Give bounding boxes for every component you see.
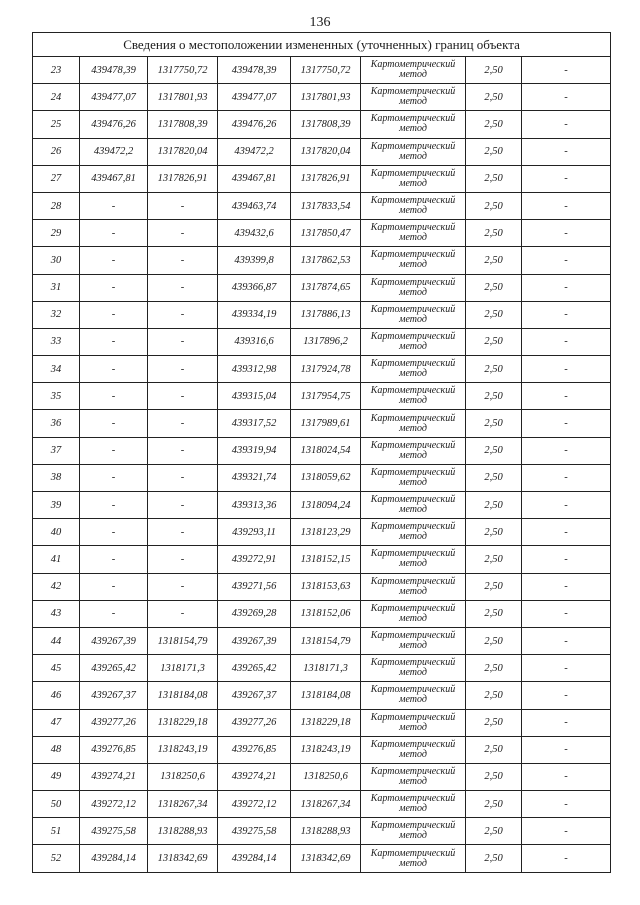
existing-y-cell: 1317820,04: [148, 138, 218, 165]
accuracy-cell: 2,50: [466, 709, 522, 736]
existing-x-cell: -: [80, 492, 148, 519]
new-x-cell: 439319,94: [218, 437, 291, 464]
table-row: [33, 437, 611, 464]
new-y-cell: 1317820,04: [291, 138, 361, 165]
existing-y-cell: 1317808,39: [148, 111, 218, 138]
new-y-cell: 1317850,47: [291, 220, 361, 247]
method-cell: Картометрический метод: [361, 600, 466, 627]
table-row: [33, 627, 611, 654]
new-y-cell: 1318250,6: [291, 763, 361, 790]
point-number-cell: 50: [33, 791, 80, 818]
table-row: [33, 600, 611, 627]
method-cell: Картометрический метод: [361, 709, 466, 736]
new-y-cell: 1318184,08: [291, 682, 361, 709]
existing-y-cell: -: [148, 573, 218, 600]
accuracy-cell: 2,50: [466, 627, 522, 654]
point-number-cell: 31: [33, 274, 80, 301]
new-y-cell: 1318267,34: [291, 791, 361, 818]
description-cell: -: [522, 437, 611, 464]
accuracy-cell: 2,50: [466, 492, 522, 519]
method-cell: Картометрический метод: [361, 301, 466, 328]
new-y-cell: 1318342,69: [291, 845, 361, 872]
existing-y-cell: -: [148, 356, 218, 383]
new-y-cell: 1318123,29: [291, 519, 361, 546]
accuracy-cell: 2,50: [466, 84, 522, 111]
existing-x-cell: 439467,81: [80, 165, 148, 192]
table-row: [33, 573, 611, 600]
existing-x-cell: -: [80, 600, 148, 627]
existing-y-cell: -: [148, 247, 218, 274]
new-x-cell: 439476,26: [218, 111, 291, 138]
point-number-cell: 51: [33, 818, 80, 845]
new-y-cell: 1317750,72: [291, 57, 361, 84]
description-cell: -: [522, 736, 611, 763]
description-cell: -: [522, 546, 611, 573]
new-x-cell: 439274,21: [218, 763, 291, 790]
description-cell: -: [522, 328, 611, 355]
new-x-cell: 439269,28: [218, 600, 291, 627]
new-x-cell: 439275,58: [218, 818, 291, 845]
existing-x-cell: 439267,39: [80, 627, 148, 654]
method-cell: Картометрический метод: [361, 791, 466, 818]
method-cell: Картометрический метод: [361, 356, 466, 383]
description-cell: -: [522, 111, 611, 138]
existing-x-cell: -: [80, 464, 148, 491]
table-row: [33, 492, 611, 519]
new-x-cell: 439334,19: [218, 301, 291, 328]
accuracy-cell: 2,50: [466, 546, 522, 573]
existing-x-cell: -: [80, 220, 148, 247]
existing-x-cell: 439274,21: [80, 763, 148, 790]
accuracy-cell: 2,50: [466, 845, 522, 872]
accuracy-cell: 2,50: [466, 220, 522, 247]
new-x-cell: 439293,11: [218, 519, 291, 546]
description-cell: -: [522, 410, 611, 437]
existing-y-cell: -: [148, 519, 218, 546]
table-row: [33, 84, 611, 111]
existing-y-cell: 1317750,72: [148, 57, 218, 84]
accuracy-cell: 2,50: [466, 682, 522, 709]
new-x-cell: 439267,39: [218, 627, 291, 654]
method-cell: Картометрический метод: [361, 84, 466, 111]
accuracy-cell: 2,50: [466, 763, 522, 790]
description-cell: -: [522, 573, 611, 600]
existing-y-cell: 1318342,69: [148, 845, 218, 872]
existing-y-cell: -: [148, 464, 218, 491]
new-x-cell: 439399,8: [218, 247, 291, 274]
new-x-cell: 439272,12: [218, 791, 291, 818]
existing-y-cell: -: [148, 410, 218, 437]
new-y-cell: 1318288,93: [291, 818, 361, 845]
description-cell: -: [522, 655, 611, 682]
table-row: [33, 356, 611, 383]
point-number-cell: 46: [33, 682, 80, 709]
point-number-cell: 24: [33, 84, 80, 111]
new-y-cell: 1318152,06: [291, 600, 361, 627]
accuracy-cell: 2,50: [466, 192, 522, 219]
new-x-cell: 439366,87: [218, 274, 291, 301]
table-row: [33, 192, 611, 219]
existing-y-cell: 1318267,34: [148, 791, 218, 818]
accuracy-cell: 2,50: [466, 111, 522, 138]
accuracy-cell: 2,50: [466, 328, 522, 355]
existing-x-cell: -: [80, 437, 148, 464]
accuracy-cell: 2,50: [466, 791, 522, 818]
accuracy-cell: 2,50: [466, 301, 522, 328]
method-cell: Картометрический метод: [361, 464, 466, 491]
table-row: [33, 736, 611, 763]
new-y-cell: 1318152,15: [291, 546, 361, 573]
description-cell: -: [522, 57, 611, 84]
description-cell: -: [522, 192, 611, 219]
point-number-cell: 23: [33, 57, 80, 84]
new-x-cell: 439272,91: [218, 546, 291, 573]
new-y-cell: 1317954,75: [291, 383, 361, 410]
existing-x-cell: -: [80, 192, 148, 219]
new-y-cell: 1317833,54: [291, 192, 361, 219]
new-y-cell: 1317801,93: [291, 84, 361, 111]
new-y-cell: 1317862,53: [291, 247, 361, 274]
accuracy-cell: 2,50: [466, 247, 522, 274]
accuracy-cell: 2,50: [466, 464, 522, 491]
method-cell: Картометрический метод: [361, 492, 466, 519]
accuracy-cell: 2,50: [466, 165, 522, 192]
method-cell: Картометрический метод: [361, 247, 466, 274]
accuracy-cell: 2,50: [466, 573, 522, 600]
existing-y-cell: -: [148, 492, 218, 519]
accuracy-cell: 2,50: [466, 57, 522, 84]
new-y-cell: 1317989,61: [291, 410, 361, 437]
point-number-cell: 47: [33, 709, 80, 736]
point-number-cell: 26: [33, 138, 80, 165]
new-y-cell: 1318154,79: [291, 627, 361, 654]
new-y-cell: 1317826,91: [291, 165, 361, 192]
new-y-cell: 1318229,18: [291, 709, 361, 736]
description-cell: -: [522, 627, 611, 654]
existing-x-cell: -: [80, 274, 148, 301]
new-y-cell: 1317924,78: [291, 356, 361, 383]
description-cell: -: [522, 247, 611, 274]
existing-y-cell: 1318250,6: [148, 763, 218, 790]
accuracy-cell: 2,50: [466, 519, 522, 546]
point-number-cell: 35: [33, 383, 80, 410]
existing-x-cell: -: [80, 356, 148, 383]
accuracy-cell: 2,50: [466, 736, 522, 763]
new-y-cell: 1317808,39: [291, 111, 361, 138]
existing-y-cell: 1318229,18: [148, 709, 218, 736]
table-row: [33, 464, 611, 491]
accuracy-cell: 2,50: [466, 818, 522, 845]
existing-y-cell: 1318171,3: [148, 655, 218, 682]
method-cell: Картометрический метод: [361, 274, 466, 301]
accuracy-cell: 2,50: [466, 356, 522, 383]
point-number-cell: 30: [33, 247, 80, 274]
method-cell: Картометрический метод: [361, 818, 466, 845]
existing-y-cell: -: [148, 383, 218, 410]
point-number-cell: 48: [33, 736, 80, 763]
new-x-cell: 439432,6: [218, 220, 291, 247]
table-row: [33, 57, 611, 84]
description-cell: -: [522, 600, 611, 627]
method-cell: Картометрический метод: [361, 573, 466, 600]
existing-x-cell: -: [80, 301, 148, 328]
description-cell: -: [522, 383, 611, 410]
method-cell: Картометрический метод: [361, 845, 466, 872]
table-row: [33, 165, 611, 192]
table-row: [33, 383, 611, 410]
method-cell: Картометрический метод: [361, 410, 466, 437]
existing-x-cell: -: [80, 410, 148, 437]
point-number-cell: 43: [33, 600, 80, 627]
table-row: [33, 410, 611, 437]
accuracy-cell: 2,50: [466, 600, 522, 627]
new-x-cell: 439276,85: [218, 736, 291, 763]
new-x-cell: 439277,26: [218, 709, 291, 736]
existing-y-cell: 1318154,79: [148, 627, 218, 654]
existing-y-cell: -: [148, 192, 218, 219]
point-number-cell: 38: [33, 464, 80, 491]
new-x-cell: 439271,56: [218, 573, 291, 600]
accuracy-cell: 2,50: [466, 138, 522, 165]
existing-x-cell: 439276,85: [80, 736, 148, 763]
description-cell: -: [522, 845, 611, 872]
point-number-cell: 29: [33, 220, 80, 247]
description-cell: -: [522, 84, 611, 111]
method-cell: Картометрический метод: [361, 655, 466, 682]
existing-y-cell: 1317801,93: [148, 84, 218, 111]
new-y-cell: 1318094,24: [291, 492, 361, 519]
existing-x-cell: 439477,07: [80, 84, 148, 111]
point-number-cell: 25: [33, 111, 80, 138]
table-row: [33, 655, 611, 682]
new-y-cell: 1318171,3: [291, 655, 361, 682]
method-cell: Картометрический метод: [361, 519, 466, 546]
point-number-cell: 33: [33, 328, 80, 355]
new-x-cell: 439313,36: [218, 492, 291, 519]
new-y-cell: 1317874,65: [291, 274, 361, 301]
description-cell: -: [522, 818, 611, 845]
new-x-cell: 439321,74: [218, 464, 291, 491]
existing-y-cell: -: [148, 274, 218, 301]
method-cell: Картометрический метод: [361, 57, 466, 84]
description-cell: -: [522, 301, 611, 328]
boundary-table: [32, 32, 611, 873]
method-cell: Картометрический метод: [361, 437, 466, 464]
accuracy-cell: 2,50: [466, 274, 522, 301]
existing-x-cell: -: [80, 247, 148, 274]
new-x-cell: 439284,14: [218, 845, 291, 872]
point-number-cell: 37: [33, 437, 80, 464]
table-row: [33, 519, 611, 546]
table-row: [33, 138, 611, 165]
table-row: [33, 818, 611, 845]
new-x-cell: 439267,37: [218, 682, 291, 709]
point-number-cell: 28: [33, 192, 80, 219]
new-x-cell: 439463,74: [218, 192, 291, 219]
new-x-cell: 439467,81: [218, 165, 291, 192]
description-cell: -: [522, 791, 611, 818]
existing-x-cell: 439275,58: [80, 818, 148, 845]
point-number-cell: 42: [33, 573, 80, 600]
existing-y-cell: -: [148, 546, 218, 573]
point-number-cell: 36: [33, 410, 80, 437]
table-row: [33, 328, 611, 355]
point-number-cell: 40: [33, 519, 80, 546]
point-number-cell: 49: [33, 763, 80, 790]
new-x-cell: 439472,2: [218, 138, 291, 165]
existing-x-cell: -: [80, 328, 148, 355]
page-number: 136: [309, 15, 331, 30]
description-cell: -: [522, 492, 611, 519]
existing-x-cell: 439272,12: [80, 791, 148, 818]
point-number-cell: 27: [33, 165, 80, 192]
table-row: [33, 546, 611, 573]
new-x-cell: 439316,6: [218, 328, 291, 355]
existing-x-cell: 439265,42: [80, 655, 148, 682]
existing-y-cell: -: [148, 437, 218, 464]
table-row: [33, 274, 611, 301]
point-number-cell: 44: [33, 627, 80, 654]
accuracy-cell: 2,50: [466, 383, 522, 410]
new-y-cell: 1318153,63: [291, 573, 361, 600]
existing-x-cell: 439478,39: [80, 57, 148, 84]
existing-y-cell: 1318288,93: [148, 818, 218, 845]
existing-x-cell: 439284,14: [80, 845, 148, 872]
description-cell: -: [522, 682, 611, 709]
method-cell: Картометрический метод: [361, 763, 466, 790]
method-cell: Картометрический метод: [361, 682, 466, 709]
new-x-cell: 439315,04: [218, 383, 291, 410]
point-number-cell: 41: [33, 546, 80, 573]
existing-x-cell: 439277,26: [80, 709, 148, 736]
method-cell: Картометрический метод: [361, 192, 466, 219]
description-cell: -: [522, 464, 611, 491]
point-number-cell: 52: [33, 845, 80, 872]
existing-y-cell: 1318243,19: [148, 736, 218, 763]
description-cell: -: [522, 763, 611, 790]
table-row: [33, 791, 611, 818]
table-row: [33, 709, 611, 736]
table-row: [33, 763, 611, 790]
point-number-cell: 45: [33, 655, 80, 682]
accuracy-cell: 2,50: [466, 655, 522, 682]
existing-y-cell: -: [148, 220, 218, 247]
new-x-cell: 439265,42: [218, 655, 291, 682]
description-cell: -: [522, 165, 611, 192]
point-number-cell: 34: [33, 356, 80, 383]
existing-x-cell: -: [80, 546, 148, 573]
point-number-cell: 39: [33, 492, 80, 519]
table-row: [33, 845, 611, 872]
method-cell: Картометрический метод: [361, 165, 466, 192]
table-row: [33, 111, 611, 138]
method-cell: Картометрический метод: [361, 383, 466, 410]
new-y-cell: 1317896,2: [291, 328, 361, 355]
existing-y-cell: -: [148, 600, 218, 627]
new-y-cell: 1318059,62: [291, 464, 361, 491]
point-number-cell: 32: [33, 301, 80, 328]
table-row: [33, 220, 611, 247]
table-row: [33, 301, 611, 328]
existing-y-cell: -: [148, 301, 218, 328]
description-cell: -: [522, 274, 611, 301]
method-cell: Картометрический метод: [361, 111, 466, 138]
description-cell: -: [522, 519, 611, 546]
method-cell: Картометрический метод: [361, 138, 466, 165]
existing-y-cell: -: [148, 328, 218, 355]
accuracy-cell: 2,50: [466, 437, 522, 464]
new-y-cell: 1318243,19: [291, 736, 361, 763]
existing-x-cell: 439472,2: [80, 138, 148, 165]
description-cell: -: [522, 356, 611, 383]
method-cell: Картометрический метод: [361, 546, 466, 573]
existing-x-cell: -: [80, 519, 148, 546]
description-cell: -: [522, 220, 611, 247]
table-row: [33, 682, 611, 709]
method-cell: Картометрический метод: [361, 736, 466, 763]
method-cell: Картометрический метод: [361, 220, 466, 247]
existing-x-cell: 439267,37: [80, 682, 148, 709]
new-x-cell: 439317,52: [218, 410, 291, 437]
method-cell: Картометрический метод: [361, 328, 466, 355]
table-title: Сведения о местоположении измененных (уточненных) границ объекта: [33, 33, 611, 57]
existing-x-cell: 439476,26: [80, 111, 148, 138]
existing-y-cell: 1318184,08: [148, 682, 218, 709]
accuracy-cell: 2,50: [466, 410, 522, 437]
existing-y-cell: 1317826,91: [148, 165, 218, 192]
description-cell: -: [522, 709, 611, 736]
new-x-cell: 439477,07: [218, 84, 291, 111]
description-cell: -: [522, 138, 611, 165]
existing-x-cell: -: [80, 573, 148, 600]
existing-x-cell: -: [80, 383, 148, 410]
new-y-cell: 1318024,54: [291, 437, 361, 464]
new-y-cell: 1317886,13: [291, 301, 361, 328]
method-cell: Картометрический метод: [361, 627, 466, 654]
new-x-cell: 439478,39: [218, 57, 291, 84]
new-x-cell: 439312,98: [218, 356, 291, 383]
table-row: [33, 247, 611, 274]
